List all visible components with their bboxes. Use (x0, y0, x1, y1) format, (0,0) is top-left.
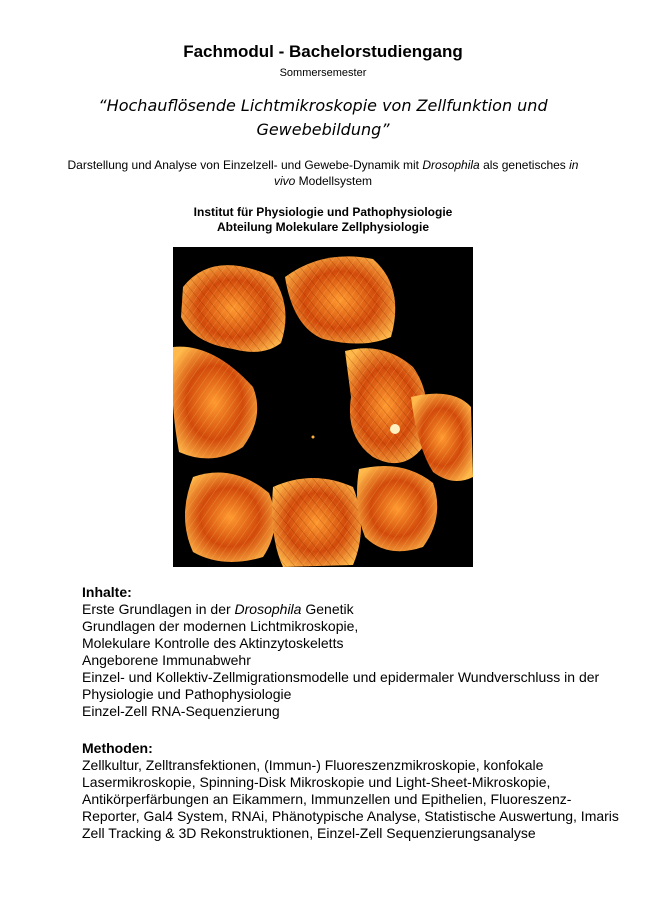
department-name: Abteilung Molekulare Zellphysiologie (216, 220, 430, 234)
cell-bottom-right (357, 466, 437, 551)
inhalte-section (82, 584, 622, 720)
course-title: “Hochauflösende Lichtmikroskopie von Zellfunktion und Gewebebildung” (98, 96, 548, 139)
inhalte-item (82, 601, 622, 618)
methoden-section (82, 740, 622, 842)
subtitle-italic-2: in vivo (273, 158, 579, 188)
inhalte-item-1-text-a: Erste Grundlagen in der (82, 601, 235, 617)
methoden-text: Zellkultur, Zelltransfektionen, (Immun-) Fluoreszenzmikroskopie, konfokale Lasermikroskopie, Spinning-Disk Mikroskopie und Light-Sheet-Mikroskopie, Antikörperfärbungen an Eikammern, Immunzellen und Epithelien, Fluoreszenz-Reporter, Gal4 System, RNAi, Phänotypische Analyse, Statistische Auswertung, Imaris Zell Tracking & 3D Rekonstruktionen, Einzel-Zell Sequenzierungsanalyse (82, 757, 619, 841)
cell-bottom-center (272, 478, 361, 567)
module-title: Fachmodul - Bachelorstudiengang (183, 42, 463, 61)
subtitle-italic-1: Drosophila (422, 158, 480, 172)
semester-label: Sommersemester (279, 67, 367, 79)
subtitle-text-1: Darstellung und Analyse von Einzelzell- und Gewebe-Dynamik mit (67, 158, 423, 172)
inhalte-item-1-text-b: Genetik (301, 601, 354, 617)
course-subtitle (60, 157, 586, 189)
institute-block (0, 205, 646, 235)
inhalte-item-4: Angeborene Immunabwehr (82, 652, 251, 668)
center-spot (312, 436, 315, 439)
inhalte-item-5: Einzel- und Kollektiv-Zellmigrationsmodelle und epidermaler Wundverschluss in der Physiologie und Pathophysiologie (82, 669, 600, 702)
inhalte-item-3: Molekulare Kontrolle des Aktinzytoskeletts (82, 635, 344, 651)
subtitle-text-2: als genetisches (479, 158, 570, 172)
subtitle-text-3: Modellsystem (295, 174, 373, 188)
institute-name: Institut für Physiologie und Pathophysiologie (193, 205, 453, 219)
inhalte-item-1-italic: Drosophila (234, 601, 302, 617)
inhalte-item-6: Einzel-Zell RNA-Sequenzierung (82, 703, 280, 719)
methoden-heading: Methoden: (82, 740, 153, 756)
microscopy-image (173, 247, 473, 567)
bright-spot (390, 424, 400, 434)
fluorescent-cells-picture (173, 247, 473, 567)
inhalte-item-2: Grundlagen der modernen Lichtmikroskopie, (82, 618, 359, 634)
inhalte-heading: Inhalte: (82, 584, 132, 600)
